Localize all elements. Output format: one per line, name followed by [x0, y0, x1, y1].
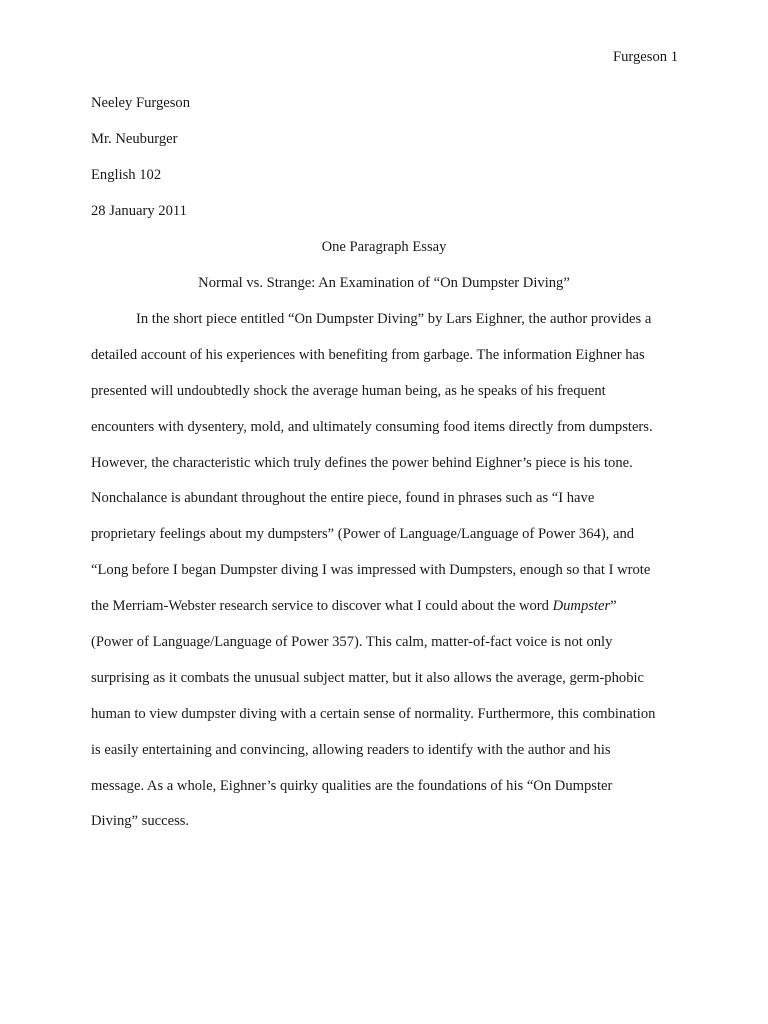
paragraph-line-with-italic — [91, 597, 681, 633]
date-line: 28 January 2011 — [91, 203, 187, 219]
page-header-label: Furgeson 1 — [612, 49, 678, 65]
paragraph-line: presented will undoubtedly shock the average human being, as he speaks of his frequent — [91, 382, 606, 399]
paragraph-line: Diving” success. — [91, 813, 190, 830]
line-suffix: ” — [610, 598, 617, 615]
line-prefix: the Merriam-Webster research service to discover what I could about the word — [91, 598, 553, 615]
paragraph-line: Nonchalance is abundant throughout the entire piece, found in phrases such as “I have — [91, 490, 595, 507]
paragraph-line: human to view dumpster diving with a certain sense of normality. Furthermore, this combination — [91, 705, 656, 722]
paragraph-line: detailed account of his experiences with benefiting from garbage. The information Eighner has — [91, 346, 645, 363]
essay-type-title: One Paragraph Essay — [321, 239, 447, 255]
paragraph-line: However, the characteristic which truly defines the power behind Eighner’s piece is his tone. — [91, 454, 633, 471]
italic-term: Dumpster — [552, 598, 611, 615]
instructor-name: Mr. Neuburger — [91, 131, 178, 147]
student-name: Neeley Furgeson — [91, 95, 191, 111]
paragraph-line: encounters with dysentery, mold, and ultimately consuming food items directly from dumpsters. — [91, 418, 653, 435]
essay-title: Normal vs. Strange: An Examination of “On Dumpster Diving” — [198, 275, 570, 291]
course-name: English 102 — [91, 167, 162, 183]
paragraph-line: In the short piece entitled “On Dumpster Diving” by Lars Eighner, the author provides a — [136, 311, 652, 327]
paragraph-line: message. As a whole, Eighner’s quirky qualities are the foundations of his “On Dumpster — [91, 777, 613, 794]
paragraph-line: (Power of Language/Language of Power 357). This calm, matter-of-fact voice is not only — [91, 634, 613, 651]
paragraph-line: is easily entertaining and convincing, allowing readers to identify with the author and his — [91, 741, 611, 758]
paragraph-line: “Long before I began Dumpster diving I was impressed with Dumpsters, enough so that I wrote — [91, 562, 651, 579]
mla-heading — [91, 94, 190, 238]
paragraph-line: surprising as it combats the unusual subject matter, but it also allows the average, germ-phobic — [91, 669, 645, 686]
essay-paragraph — [91, 310, 681, 848]
paragraph-line: proprietary feelings about my dumpsters” (Power of Language/Language of Power 364), and — [91, 526, 635, 543]
